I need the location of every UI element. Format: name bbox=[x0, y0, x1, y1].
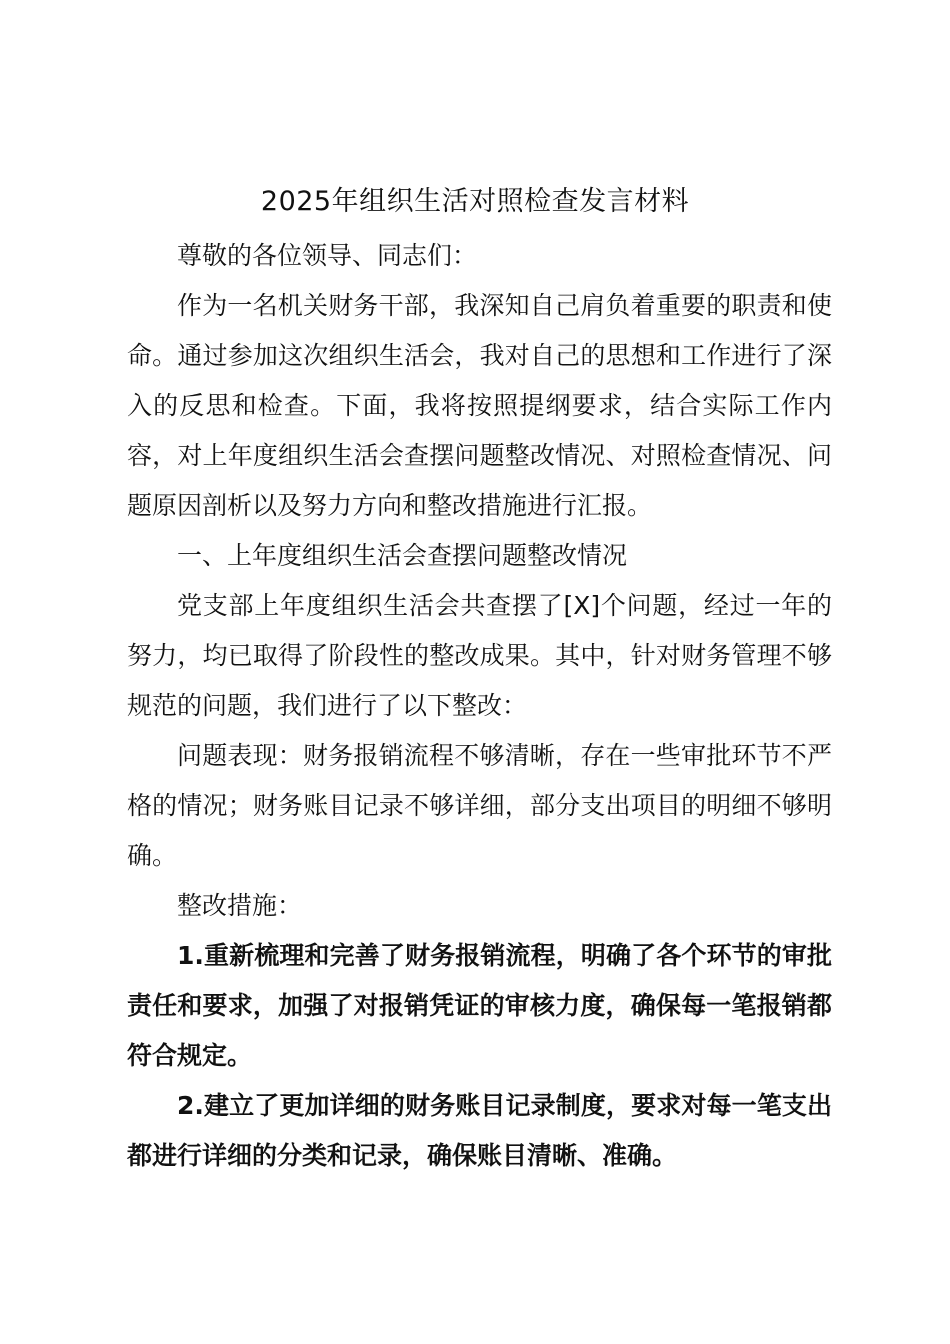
measure-item-1: 1.重新梳理和完善了财务报销流程，明确了各个环节的审批责任和要求，加强了对报销凭证的审核力度，确保每一笔报销都符合规定。 bbox=[127, 941, 832, 1070]
problem-paragraph: 问题表现：财务报销流程不够清晰，存在一些审批环节不严格的情况；财务账目记录不够详细，部分支出项目的明细不够明确。 bbox=[127, 741, 832, 870]
document-title: 2025年组织生活对照检查发言材料 bbox=[260, 186, 690, 217]
intro-paragraph: 作为一名机关财务干部，我深知自己肩负着重要的职责和使命。通过参加这次组织生活会，我对自己的思想和工作进行了深入的反思和检查。下面，我将按照提纲要求，结合实际工作内容，对上年度组织生活会查摆问题整改情况、对照检查情况、问题原因剖析以及努力方向和整改措施进行汇报。 bbox=[127, 291, 832, 520]
section-heading: 一、上年度组织生活会查摆问题整改情况 bbox=[177, 541, 628, 570]
document-body bbox=[127, 231, 832, 1181]
measure-item-2: 2.建立了更加详细的财务账目记录制度，要求对每一笔支出都进行详细的分类和记录，确保账目清晰、准确。 bbox=[127, 1091, 832, 1170]
section-summary-paragraph: 党支部上年度组织生活会共查摆了[X]个问题，经过一年的努力，均已取得了阶段性的整改成果。其中，针对财务管理不够规范的问题，我们进行了以下整改： bbox=[127, 591, 832, 720]
salutation-paragraph: 尊敬的各位领导、同志们： bbox=[177, 241, 478, 270]
measures-heading: 整改措施： bbox=[177, 891, 303, 920]
